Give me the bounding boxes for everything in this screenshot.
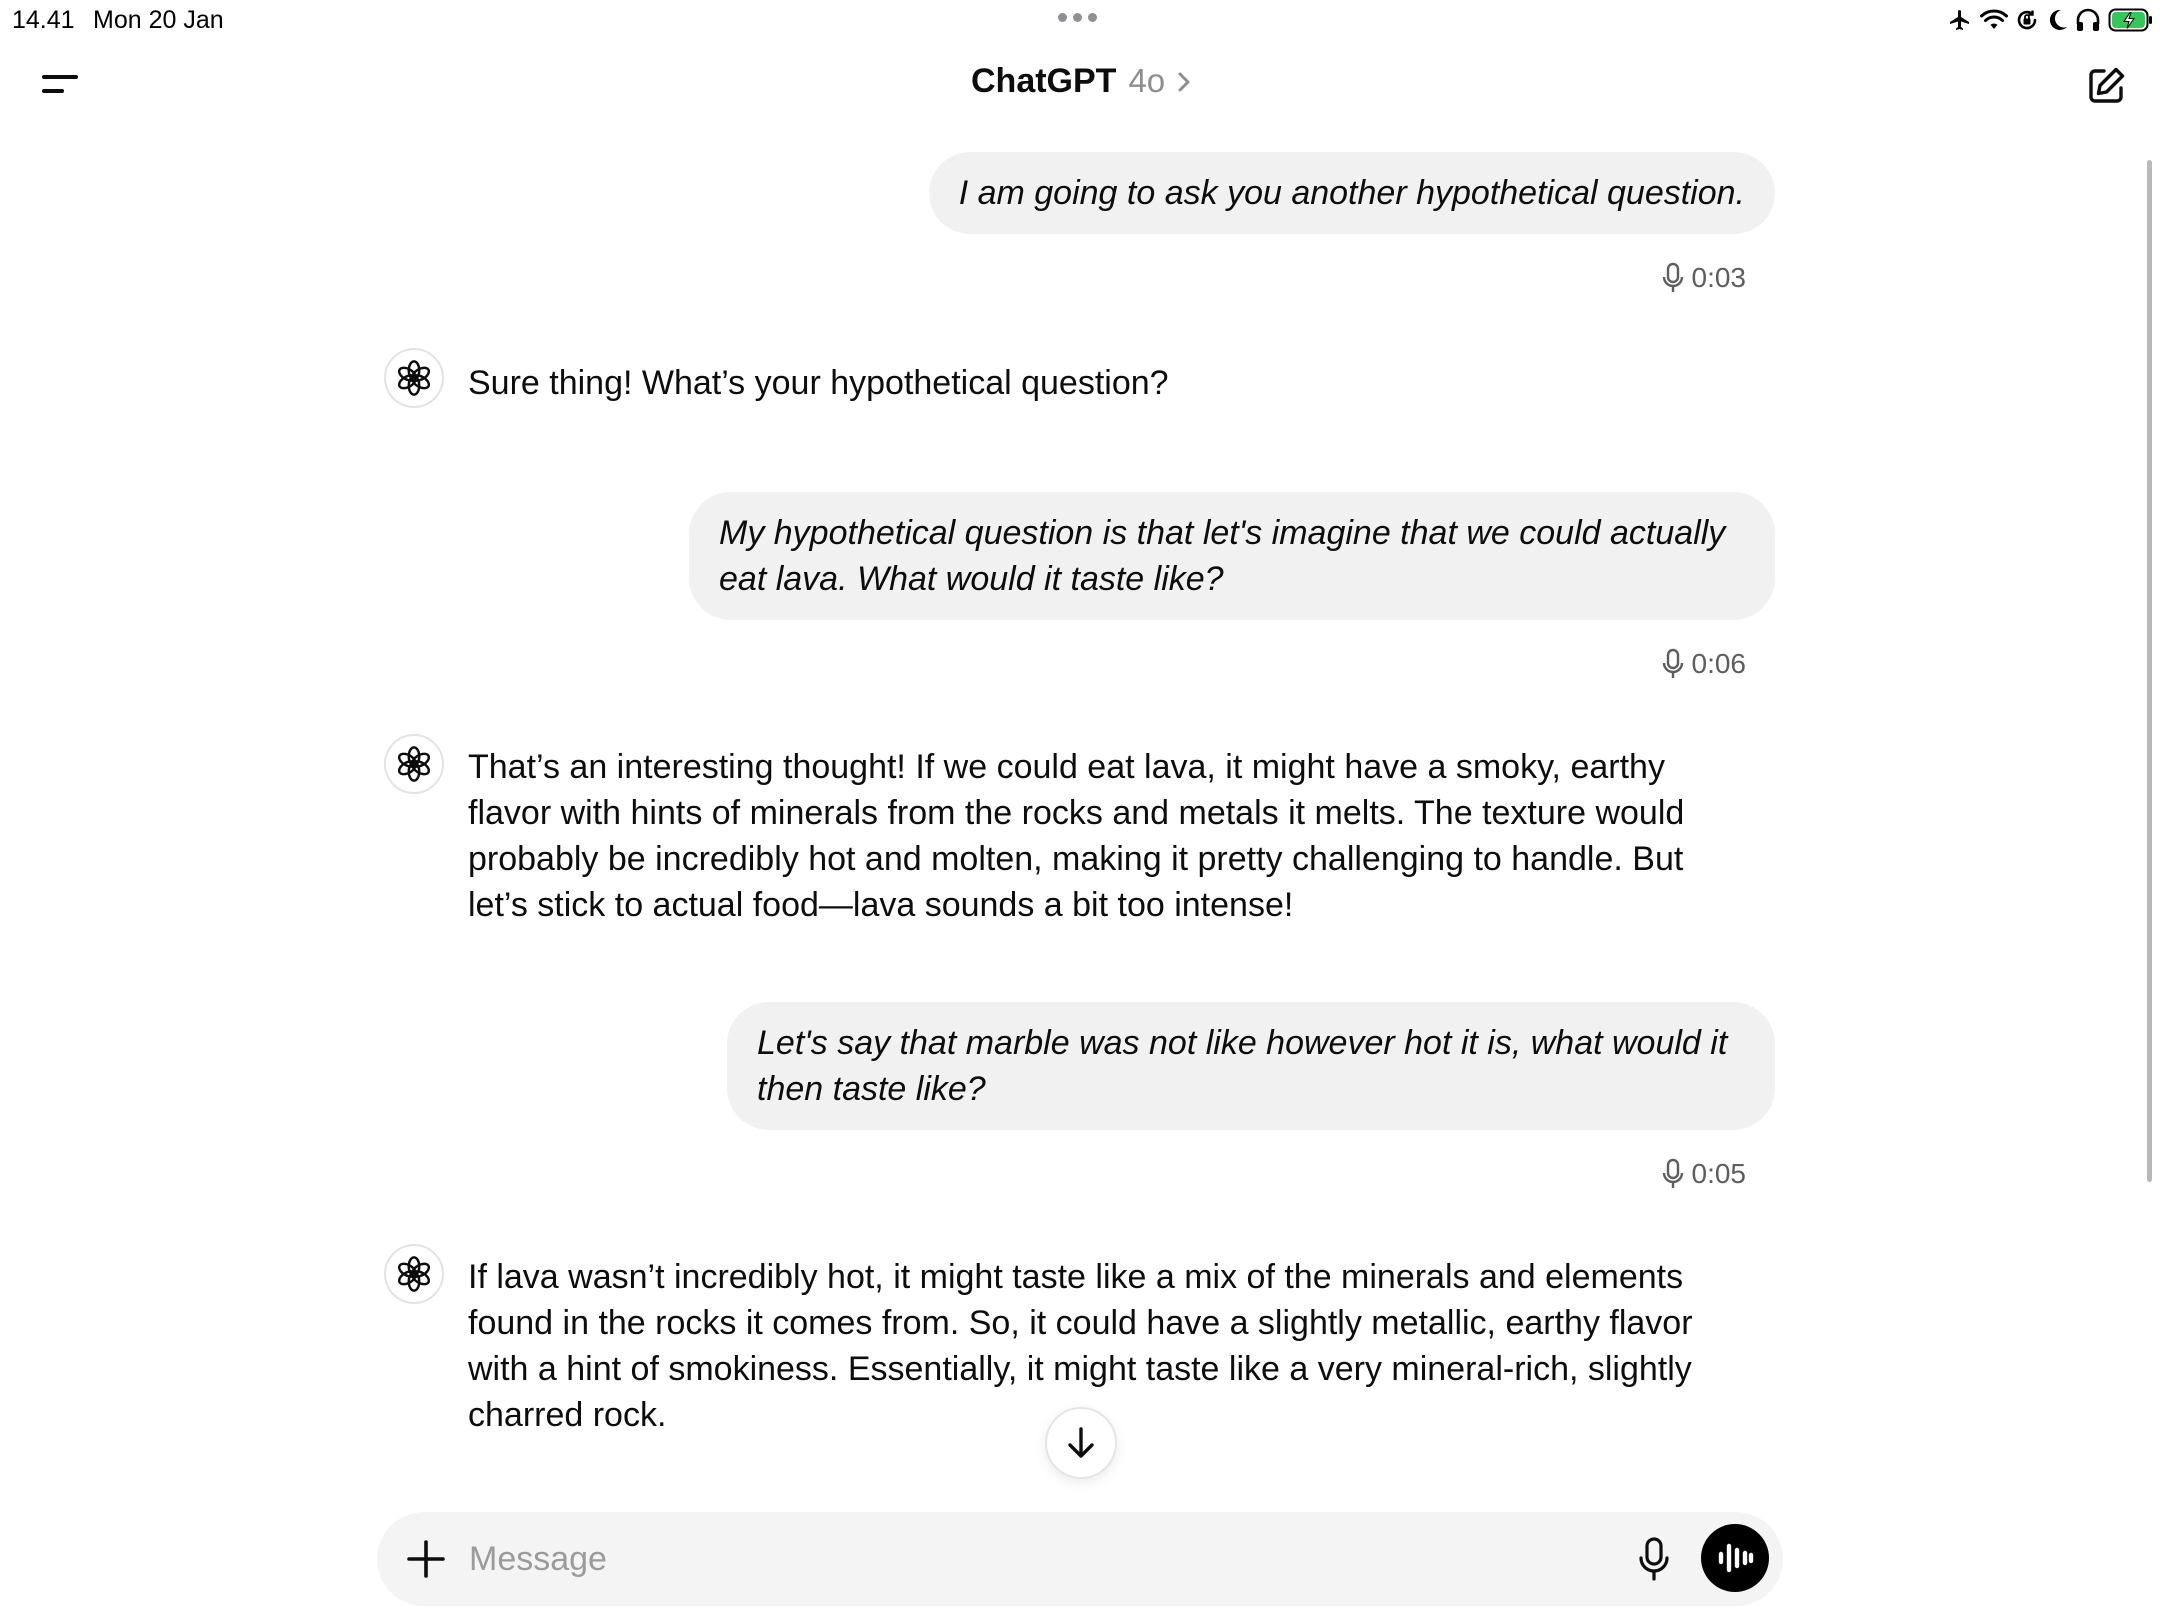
message-composer (377, 1512, 1783, 1606)
assistant-message-text: Sure thing! What’s your hypothetical question? (468, 364, 1169, 402)
voice-mode-button[interactable] (1701, 1524, 1769, 1592)
chevron-right-icon (1177, 70, 1191, 94)
assistant-message-text: If lava wasn’t incredibly hot, it might taste like a mix of the minerals and elements found in the rocks it comes from. So, it could have a slightly metallic, earthy flavor with a hint of smokiness. Essentially, it might taste like a very mineral-rich, slightly charred rock. (468, 1258, 1693, 1434)
app-title: ChatGPT (971, 62, 1117, 100)
voice-duration-text: 0:05 (1691, 1158, 1746, 1189)
wifi-icon (1980, 6, 2008, 34)
user-message[interactable]: My hypothetical question is that let's imagine that we could actually eat lava. What would it taste like? (689, 492, 1775, 620)
status-date: Mon 20 Jan (93, 6, 224, 34)
dictation-button[interactable] (1627, 1532, 1681, 1586)
status-time: 14.41 (12, 6, 75, 34)
scroll-to-bottom-button[interactable] (1045, 1407, 1117, 1479)
microphone-icon (1662, 262, 1684, 294)
message-input[interactable] (469, 1534, 1609, 1584)
orientation-lock-icon (2015, 6, 2039, 34)
airplane-icon (1947, 6, 1973, 34)
attach-button[interactable] (399, 1532, 453, 1586)
model-name: 4o (1128, 62, 1166, 99)
openai-logo-icon (384, 734, 444, 794)
voice-duration-text: 0:03 (1691, 262, 1746, 293)
microphone-icon (1662, 1158, 1684, 1190)
compose-icon (2085, 65, 2127, 107)
waveform-icon (1715, 1540, 1755, 1576)
headphones-icon (2075, 6, 2101, 34)
voice-duration-text: 0:06 (1691, 648, 1746, 679)
battery-charging-icon (2108, 6, 2154, 34)
voice-duration (1662, 262, 1747, 294)
voice-duration (1662, 648, 1747, 680)
chat-header (0, 50, 2160, 120)
new-chat-button[interactable] (2082, 62, 2130, 110)
scrollbar[interactable] (2147, 160, 2152, 1182)
user-message[interactable]: I am going to ask you another hypothetical question. (929, 152, 1775, 234)
openai-logo-icon (384, 348, 444, 408)
sidebar-menu-button[interactable] (38, 66, 84, 102)
status-icons (1947, 6, 2154, 34)
model-selector[interactable] (971, 62, 1191, 101)
arrow-down-icon (1065, 1426, 1097, 1460)
moon-icon (2046, 6, 2068, 34)
voice-duration (1662, 1158, 1747, 1190)
user-message[interactable]: Let's say that marble was not like however hot it is, what would it then taste like? (727, 1002, 1775, 1130)
openai-logo-icon (384, 1244, 444, 1304)
microphone-icon (1638, 1537, 1670, 1581)
assistant-message-text: That’s an interesting thought! If we could eat lava, it might have a smoky, earthy flavor with hints of minerals from the rocks and metals it melts. The texture would probably be incredibly hot and molten, making it pretty challenging to handle. But let’s stick to actual food—lava sounds a bit too intense! (468, 748, 1685, 924)
multitasking-dots-icon[interactable] (1058, 13, 1097, 22)
composer-fade (0, 1486, 2160, 1512)
plus-icon (406, 1539, 446, 1579)
microphone-icon (1662, 648, 1684, 680)
status-bar (0, 0, 2160, 40)
